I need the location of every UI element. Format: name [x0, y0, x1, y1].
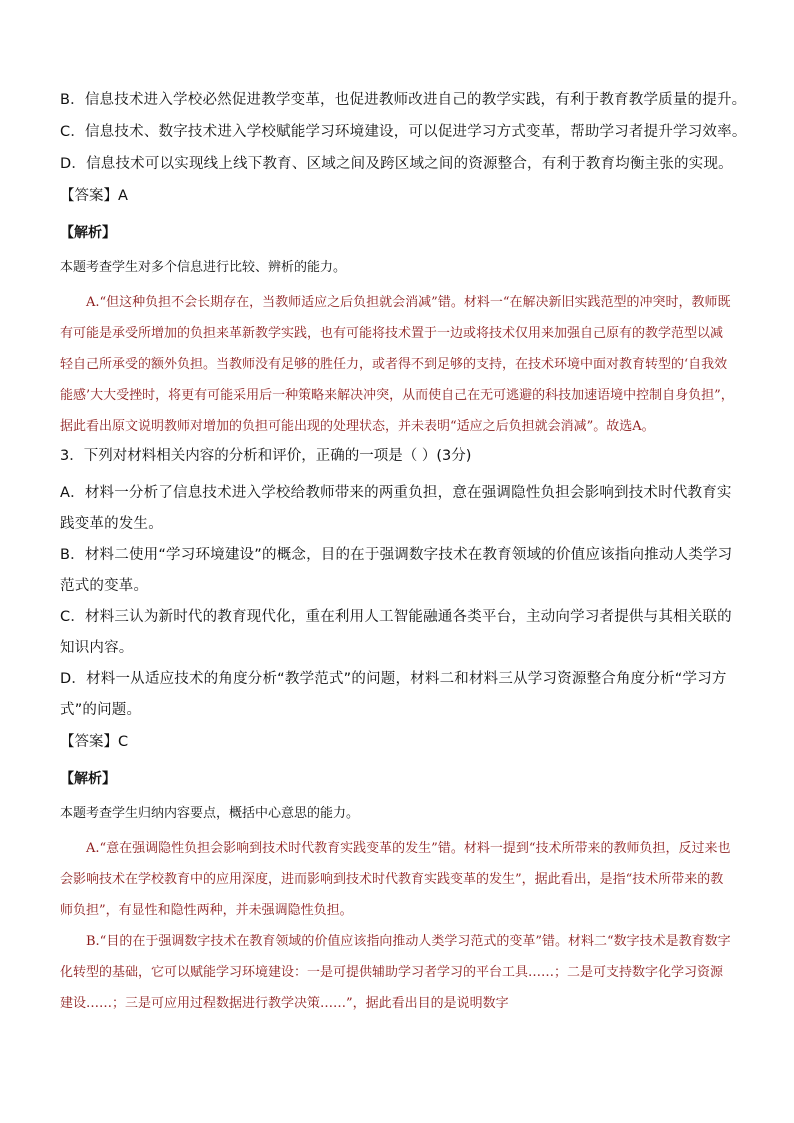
q3-answer: 【答案】C — [60, 734, 129, 750]
q3-option-c: C．材料三认为新时代的教育现代化，重在利用人工智能融通各类平台，主动向学习者提供与其相关联的知识内容。 — [60, 609, 732, 656]
q2-analysis-heading: 【解析】 — [60, 225, 116, 241]
q3-option-d: D．材料一从适应技术的角度分析“教学范式”的问题，材料二和材料三从学习资源整合角度分析“学习方式”的问题。 — [60, 671, 727, 718]
q2-option-b: B．信息技术进入学校必然促进教学变革，也促进教师改进自己的教学实践，有利于教育教学质量的提升。 — [60, 92, 747, 108]
q3-analysis-intro: 本题考查学生归纳内容要点，概括中心意思的能力。 — [60, 806, 360, 821]
q3-analysis-b: B.“目的在于强调数字技术在教育领域的价值应该指向推动人类学习范式的变革”错。材料二“数字技术是教育数字化转型的基础，它可以赋能学习环境建设：一是可提供辅助学习者学习的平台工具……；二是可支持数字化学习资源建设……；三是可应用过程数据进行教学决策……”，据此看出目的是说明数字 — [60, 934, 731, 1011]
document-page — [60, 90, 747, 1019]
q2-analysis-intro: 本题考查学生对多个信息进行比较、辨析的能力。 — [60, 260, 347, 275]
q2-analysis-a-excerpt: 在解决新旧实践范型的冲突时，教师既有可能是承受所增加的负担来革新教学实践，也有可能将技术置于一边或将技术仅用来加强自己原有的教学范型以减轻自己所承受的额外负担。当教师没有足够的胜任力，或者得不到足够的支持，在技术环境中面对教育转型的‘自我效能感’大大受挫时，将更有可能采用后一种策略来解决冲突，从而使自己在无可逃避的科技加速语境中控制自身负担 — [60, 295, 731, 403]
q3-stem: 3．下列对材料相关内容的分析和评价，正确的一项是（ ）(3分) — [60, 448, 472, 464]
q3-option-a: A．材料一分析了信息技术进入学校给教师带来的两重负担，意在强调隐性负担会影响到技术时代教育实践变革的发生。 — [60, 485, 732, 532]
q2-option-d: D．信息技术可以实现线上线下教育、区域之间及跨区域之间的资源整合，有利于教育均衡主张的实现。 — [60, 156, 733, 172]
q3-analysis-heading: 【解析】 — [60, 771, 116, 787]
q2-analysis-a-conclusion: ”，据此看出原文说明教师对增加的负担可能出现的处理状态，并未表明“适应之后负担就会消减”。故选A。 — [60, 388, 734, 434]
q3-option-b: B．材料二使用“学习环境建设”的概念，目的在于强调数字技术在教育领域的价值应该指向推动人类学习范式的变革。 — [60, 547, 733, 594]
q2-answer: 【答案】A — [60, 188, 128, 204]
q2-analysis-a — [60, 287, 735, 442]
q2-option-c: C．信息技术、数字技术进入学校赋能学习环境建设，可以促进学习方式变革，帮助学习者提升学习效率。 — [60, 124, 747, 140]
q2-analysis-a-quote: A.“但这种负担不会长期存在，当教师适应之后负担就会消减”错。材料一“ — [86, 295, 510, 310]
q3-analysis-a: A.“意在强调隐性负担会影响到技术时代教育实践变革的发生”错。材料一提到“技术所带来的教师负担，反过来也会影响技术在学校教育中的应用深度，进而影响到技术时代教育实践变革的发生”，据此看出，是指“技术所带来的教师负担”，有显性和隐性两种，并未强调隐性负担。 — [60, 841, 731, 918]
